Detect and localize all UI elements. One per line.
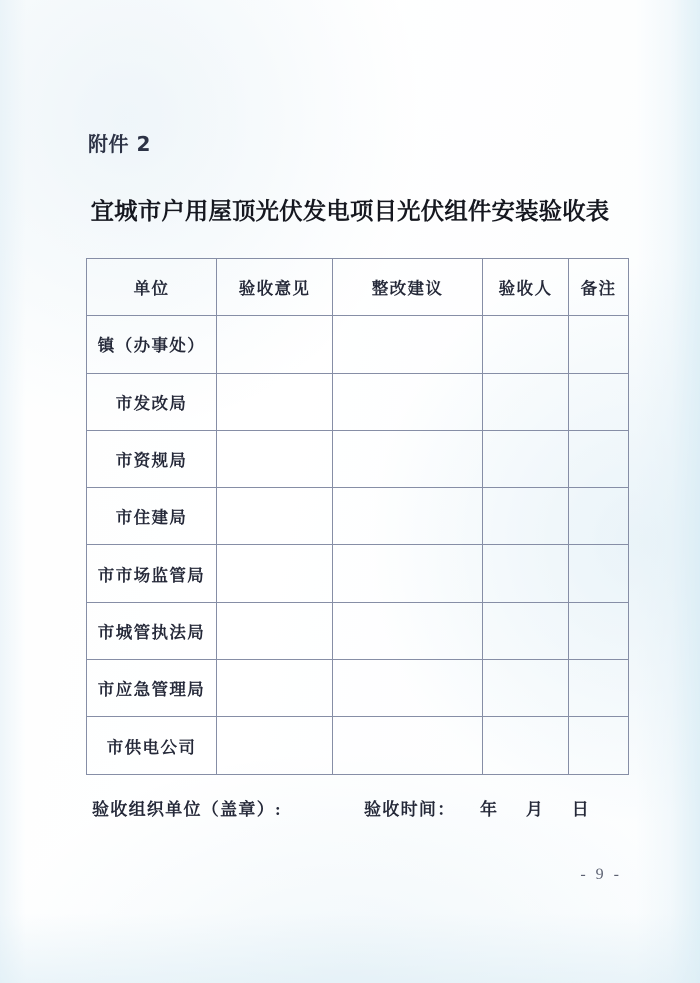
scan-tint-right: [636, 0, 700, 983]
day-label: 日: [571, 800, 591, 819]
cell-opinion[interactable]: [217, 660, 333, 717]
cell-note[interactable]: [569, 660, 629, 717]
cell-suggestion[interactable]: [333, 545, 483, 602]
table-row: [87, 316, 629, 373]
cell-inspector[interactable]: [483, 430, 569, 487]
seal-label: 验收组织单位（盖章）:: [92, 800, 282, 819]
cell-opinion[interactable]: [217, 545, 333, 602]
acceptance-time-label: 验收时间：: [364, 800, 456, 819]
column-header-note: 备注: [569, 259, 629, 316]
cell-note[interactable]: [569, 717, 629, 774]
acceptance-form-table: [86, 258, 629, 775]
cell-opinion[interactable]: [217, 373, 333, 430]
cell-opinion[interactable]: [217, 602, 333, 659]
cell-suggestion[interactable]: [333, 316, 483, 373]
row-unit-label: 市资规局: [87, 430, 217, 487]
cell-opinion[interactable]: [217, 316, 333, 373]
row-unit-label: 市应急管理局: [87, 660, 217, 717]
cell-note[interactable]: [569, 602, 629, 659]
table-row: [87, 488, 629, 545]
cell-inspector[interactable]: [483, 488, 569, 545]
cell-opinion[interactable]: [217, 430, 333, 487]
cell-note[interactable]: [569, 430, 629, 487]
row-unit-label: 市发改局: [87, 373, 217, 430]
year-label: 年: [480, 800, 499, 819]
table-row: [87, 430, 629, 487]
table-row: [87, 545, 629, 602]
cell-inspector[interactable]: [483, 373, 569, 430]
table-body: [87, 316, 629, 774]
row-unit-label: 镇（办事处）: [87, 316, 217, 373]
page-title: 宜城市户用屋顶光伏发电项目光伏组件安装验收表: [90, 199, 610, 225]
row-unit-label: 市住建局: [87, 488, 217, 545]
column-header-unit: 单位: [87, 259, 217, 316]
column-header-opinion: 验收意见: [217, 259, 333, 316]
cell-opinion[interactable]: [217, 488, 333, 545]
row-unit-label: 市城管执法局: [87, 602, 217, 659]
cell-suggestion[interactable]: [333, 660, 483, 717]
table-row: [87, 660, 629, 717]
table-row: [87, 602, 629, 659]
cell-note[interactable]: [569, 373, 629, 430]
row-unit-label: 市供电公司: [87, 717, 217, 774]
table-header-row: [87, 259, 629, 316]
scan-tint-bottom: [0, 913, 700, 983]
cell-opinion[interactable]: [217, 717, 333, 774]
month-label: 月: [525, 800, 545, 819]
cell-note[interactable]: [569, 488, 629, 545]
cell-note[interactable]: [569, 316, 629, 373]
cell-suggestion[interactable]: [333, 602, 483, 659]
scan-tint-left: [0, 0, 26, 983]
cell-suggestion[interactable]: [333, 488, 483, 545]
column-header-suggestion: 整改建议: [333, 259, 483, 316]
column-header-inspector: 验收人: [483, 259, 569, 316]
cell-inspector[interactable]: [483, 660, 569, 717]
page-number: - 9 -: [580, 866, 622, 883]
cell-suggestion[interactable]: [333, 430, 483, 487]
cell-suggestion[interactable]: [333, 717, 483, 774]
attachment-label: 附件 2: [88, 132, 151, 156]
cell-inspector[interactable]: [483, 717, 569, 774]
row-unit-label: 市市场监管局: [87, 545, 217, 602]
cell-suggestion[interactable]: [333, 373, 483, 430]
cell-note[interactable]: [569, 545, 629, 602]
cell-inspector[interactable]: [483, 316, 569, 373]
table-row: [87, 717, 629, 774]
cell-inspector[interactable]: [483, 545, 569, 602]
signature-footer: [92, 795, 612, 823]
table-row: [87, 373, 629, 430]
date-blank-fields: [480, 795, 590, 820]
cell-inspector[interactable]: [483, 602, 569, 659]
